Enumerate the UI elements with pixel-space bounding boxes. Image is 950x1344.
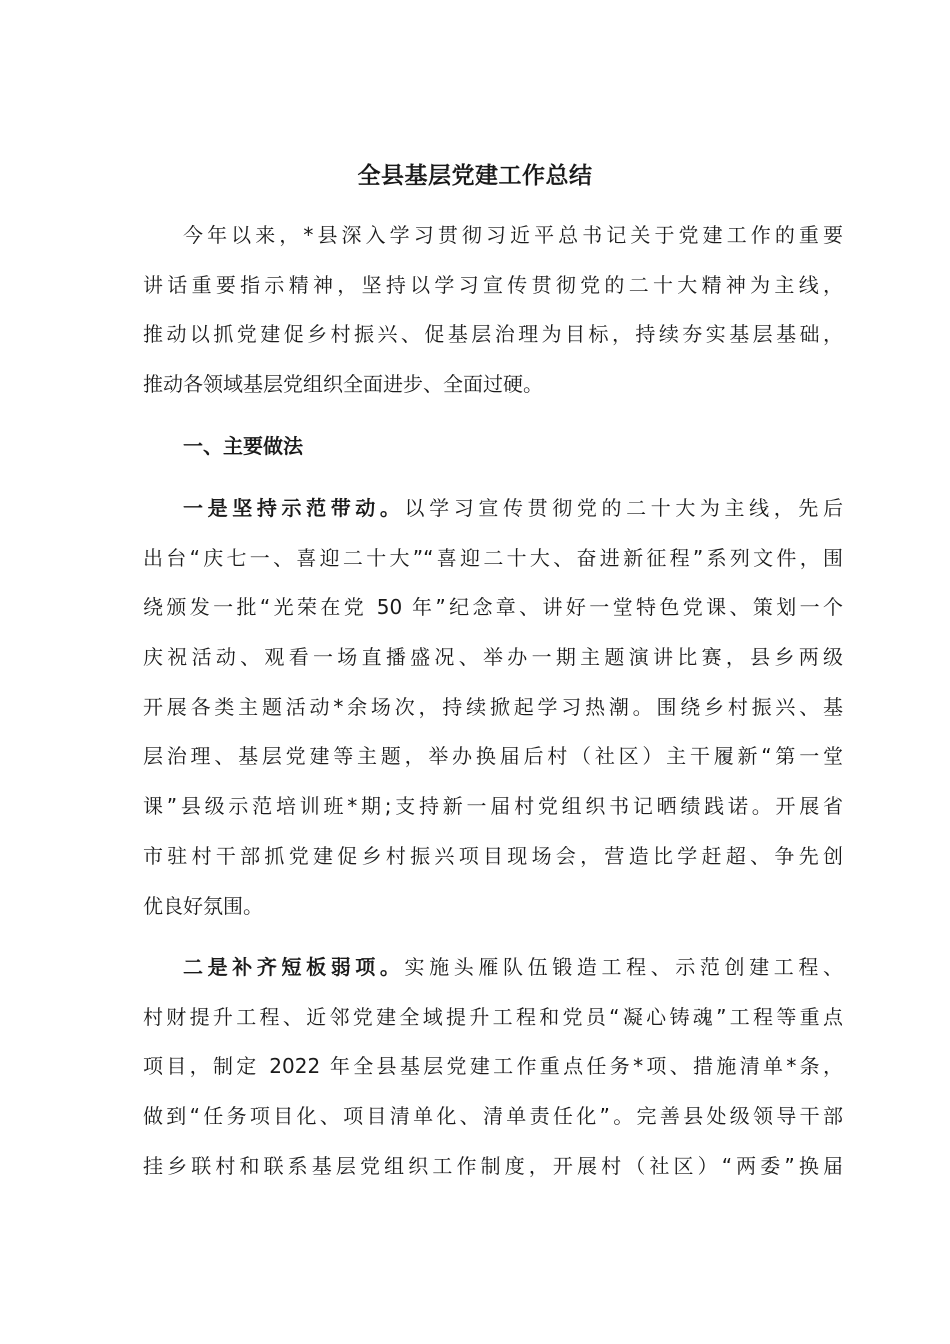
text-line: 项目，制定 2022 年全县基层党建工作重点任务*项、措施清单*条，: [143, 1054, 843, 1079]
text-line: [143, 484, 843, 534]
text-line: 今年以来，*县深入学习贯彻习近平总书记关于党建工作的重要: [183, 223, 843, 247]
text-line: 做到“任务项目化、项目清单化、清单责任化”。完善县处级领导干部: [143, 1104, 843, 1129]
paragraph-text: 以学习宣传贯彻党的二十大为主线，先后: [404, 496, 844, 520]
text-line: 开展各类主题活动*余场次，持续掀起学习热潮。围绕乡村振兴、基: [143, 694, 843, 719]
text-line: 庆祝活动、观看一场直播盛况、举办一期主题演讲比赛，县乡两级: [143, 645, 843, 670]
section-heading-block: [143, 422, 843, 472]
text-line: 绕颁发一批“光荣在党 50 年”纪念章、讲好一堂特色党课、策划一个: [143, 595, 843, 620]
document-title: 全县基层党建工作总结: [357, 163, 593, 189]
paragraph-lead: 二是补齐短板弱项。: [183, 955, 405, 979]
paragraph-shortcomings: [143, 943, 843, 1191]
text-line: [143, 943, 843, 993]
text-line: 讲话重要指示精神，坚持以学习宣传贯彻党的二十大精神为主线，: [143, 272, 843, 297]
text-line: 层治理、基层党建等主题，举办换届后村（社区）主干履新“第一堂: [143, 744, 843, 769]
text-line: 课”县级示范培训班*期;支持新一届村党组织书记晒绩践诺。开展省: [143, 794, 843, 819]
text-line: 优良好氛围。: [143, 893, 263, 918]
paragraph-demonstration: [143, 484, 843, 931]
text-line: 出台“庆七一、喜迎二十大”“喜迎二十大、奋进新征程”系列文件，围: [143, 545, 843, 570]
section-heading: 一、主要做法: [183, 434, 303, 458]
paragraph-text: 实施头雁队伍锻造工程、示范创建工程、: [404, 955, 844, 979]
text-line: 推动各领域基层党组织全面进步、全面过硬。: [143, 372, 543, 397]
text-line: 市驻村干部抓党建促乡村振兴项目现场会，营造比学赶超、争先创: [143, 843, 843, 868]
intro-paragraph: [143, 211, 843, 410]
text-line: 挂乡联村和联系基层党组织工作制度，开展村（社区）“两委”换届: [143, 1153, 843, 1178]
text-line: 推动以抓党建促乡村振兴、促基层治理为目标，持续夯实基层基础，: [143, 322, 843, 347]
paragraph-lead: 一是坚持示范带动。: [183, 496, 405, 520]
text-line: 村财提升工程、近邻党建全域提升工程和党员“凝心铸魂”工程等重点: [143, 1004, 843, 1029]
